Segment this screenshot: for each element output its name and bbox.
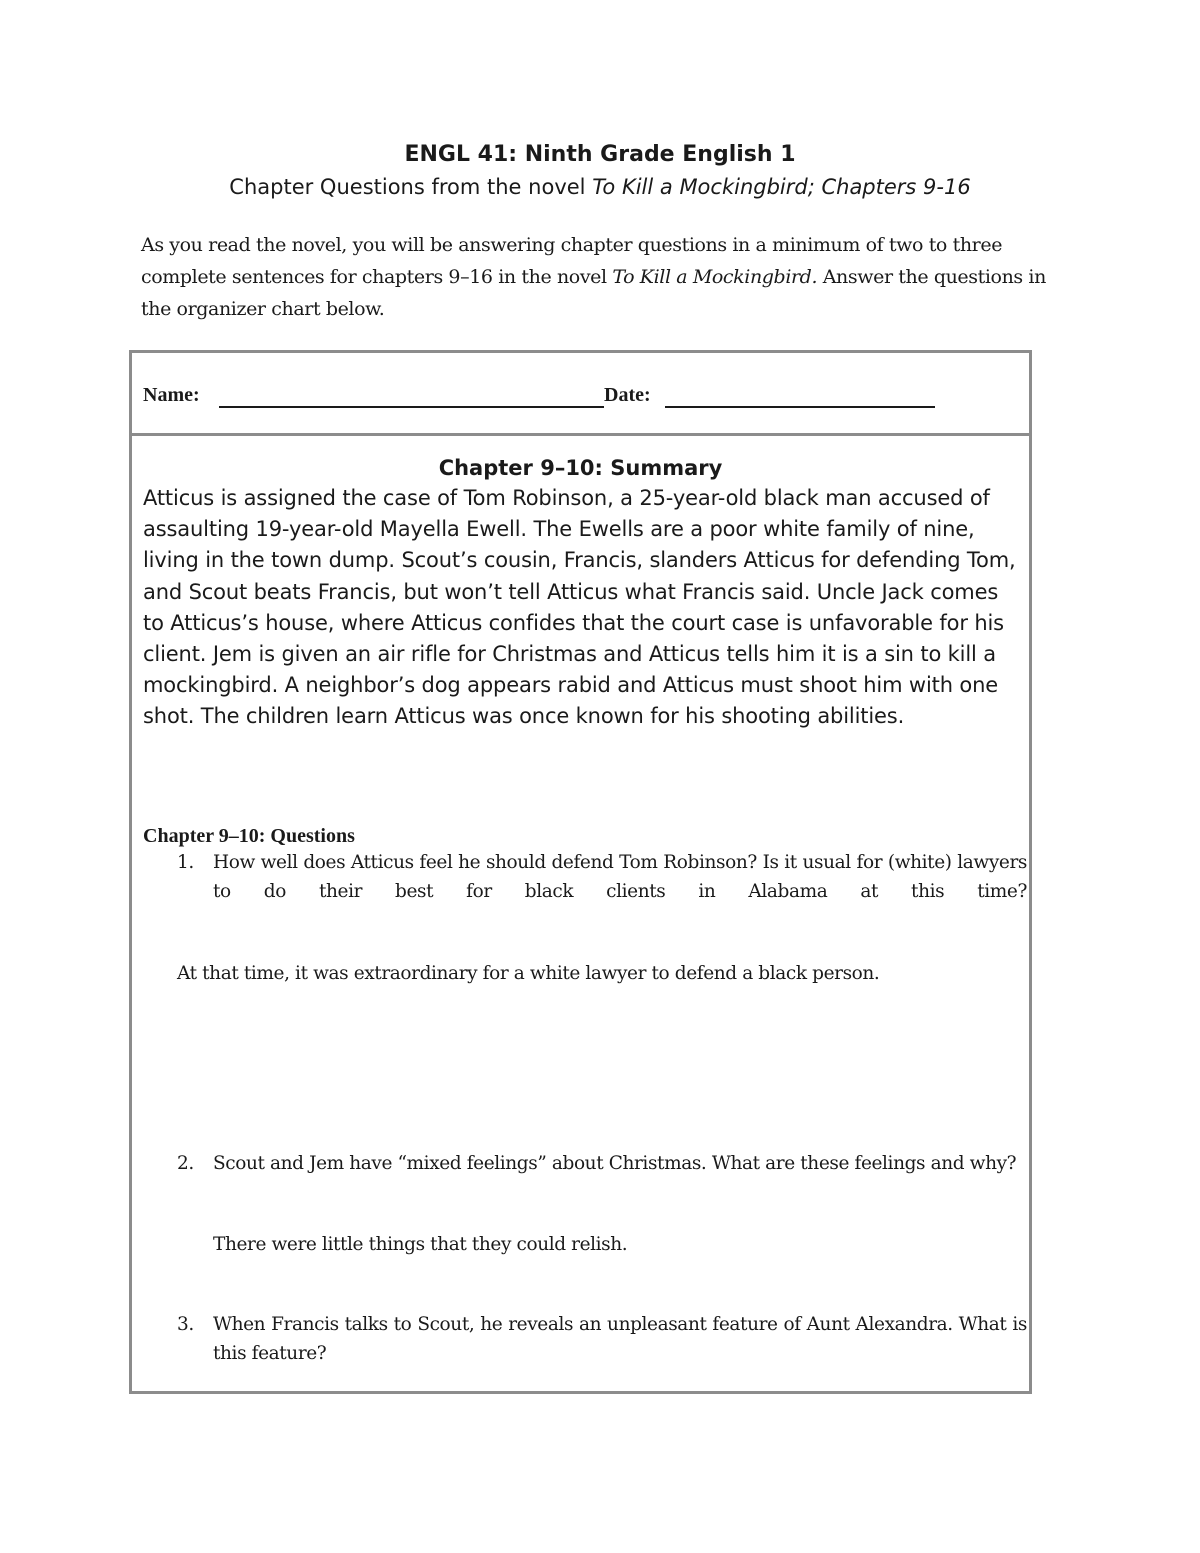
name-date-row (132, 353, 1029, 436)
question-text: How well does Atticus feel he should defend Tom Robinson? Is it usual for (white) lawyers to do their best for black clients in Alabama at this time? (213, 852, 1027, 902)
question-number: 1. (177, 852, 194, 873)
questions-heading: Chapter 9–10: Questions (143, 825, 355, 847)
instructions-text-start: As you read the novel, you will be answering chapter questions in a minimum of two to three complete sentences for chapters 9–16 in the novel (141, 234, 1003, 288)
instructions-text-end: Answer the questions in the organizer chart below. (141, 266, 1046, 320)
document-subtitle (0, 173, 1200, 201)
instructions-paragraph (141, 229, 1071, 325)
name-field[interactable] (219, 406, 604, 408)
date-label: Date: (604, 384, 651, 406)
subtitle-novel-title: To Kill a Mockingbird; Chapters 9-16 (592, 175, 971, 199)
summary-heading: Chapter 9–10: Summary (438, 456, 723, 480)
answer-text[interactable]: There were little things that they could relish. (213, 1234, 628, 1255)
document-title: ENGL 41: Ninth Grade English 1 (404, 142, 796, 167)
instructions-novel-title: To Kill a Mockingbird. (612, 266, 818, 288)
subtitle-prefix: Chapter Questions from the novel (229, 175, 593, 199)
question-number: 3. (177, 1314, 194, 1335)
name-label: Name: (143, 384, 200, 406)
organizer-chart (129, 350, 1032, 1394)
question-text: When Francis talks to Scout, he reveals an unpleasant feature of Aunt Alexandra. What is this feature? (213, 1314, 1027, 1364)
date-field[interactable] (665, 406, 935, 408)
question-number: 2. (177, 1153, 194, 1174)
question-text: Scout and Jem have “mixed feelings” about Christmas. What are these feelings and why? (213, 1153, 1017, 1174)
answer-text[interactable]: At that time, it was extraordinary for a white lawyer to defend a black person. (177, 963, 880, 984)
summary-text: Atticus is assigned the case of Tom Robinson, a 25-year-old black man accused of assaulting 19-year-old Mayella Ewell. The Ewells are a poor white family of nine, living in the town dump. Scout’s cousin, Francis, slanders Atticus for defending Tom, and Scout beats Francis, but won’t tell Atticus what Francis said. Uncle Jack comes to Atticus’s house, where Atticus confides that the court case is unfavorable for his client. Jem is given an air rifle for Christmas and Atticus tells him it is a sin to kill a mockingbird. A neighbor’s dog appears rabid and Atticus must shoot him with one shot. The children learn Atticus was once known for his shooting abilities. (143, 486, 1016, 729)
